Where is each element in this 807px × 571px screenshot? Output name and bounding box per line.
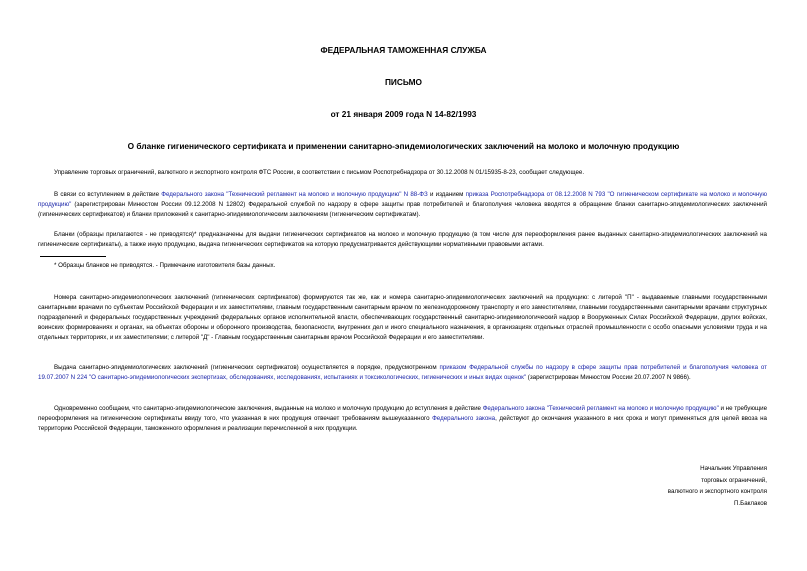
text-span: , действуют до окончания указанного в них срока и могут применяться для целей ввоза на территорию Российской Федерации, таможенного оформления и реализации перечисленной в них продукции. (38, 415, 767, 432)
text-span: Одновременно сообщаем, что санитарно-эпидемиологические заключения, выданные на молоко и молочную продукцию до вступления в действие (54, 405, 483, 412)
document-title: О бланке гигиенического сертификата и применении санитарно-эпидемиологических заключений на молоко и молочную продукцию (127, 141, 680, 151)
signature-position-line2: торговых ограничений, (701, 476, 767, 484)
text-span: Выдача санитарно-эпидемиологических заключений (гигиенических сертификатов) осуществляется в порядке, предусмотренном (54, 364, 440, 371)
signature-position-line1: Начальник Управления (700, 465, 767, 472)
signature-position-line3: валютного и экспортного контроля (667, 488, 767, 495)
text-span: и не требующие переоформления на гигиенические сертификаты ввиду того, что указанная в них продукция отвечает требованиям вышеуказанного (38, 405, 768, 422)
text-span: (зарегистрирован Минюстом России 20.07.2007 N 9866). (526, 374, 691, 381)
text-span: и изданием (427, 191, 466, 198)
signature-block (567, 463, 767, 509)
paragraph-intro: Управление торговых ограничений, валютного и экспортного контроля ФТС России, в соответствии с письмом Роспотребнадзора от 30.12.2008 N 01/15935-8-23, сообщает следующее. (54, 169, 585, 176)
link-federal-law-88[interactable]: Федерального закона "Технический регламент на молоко и молочную продукцию" N 88-ФЗ (161, 191, 428, 198)
text-span: В связи со вступлением в действие (54, 191, 162, 198)
paragraph-blanks: Бланки (образцы прилагаются - не приводятся)* предназначены для выдачи гигиенических сертификатов на молоко и молочную продукцию (в том числе для переоформления ранее выданных санитарно-эпидемиологических заключений на гигиенические сертификаты), а также иную продукцию, выдача гигиенических сертификатов на которую предусматривается действующими нормативными правовыми актами. (38, 231, 767, 248)
paragraph-law-intro (38, 190, 767, 220)
link-order-793[interactable]: приказа Роспотребнадзора от 08.12.2008 N 793 "О гигиеническом сертификате на молоко и молочную продукцию" (38, 191, 768, 208)
link-federal-law[interactable]: Федерального закона (432, 415, 496, 422)
paragraph-validity (38, 404, 767, 434)
date-number-heading: от 21 января 2009 года N 14-82/1993 (330, 109, 477, 119)
text-span: (зарегистрирован Минюстом России 09.12.2008 N 12802) Федеральной службой по надзору в сфере защиты прав потребителей и благополучия человека вводятся в обращение бланки санитарно-эпидемиологических заключений (гигиенических сертификатов) и бланки приложений к санитарно-эпидемиологическим заключениям (гигиеническим сертификатам). (38, 201, 767, 218)
link-federal-law-tech-reg[interactable]: Федерального закона "Технический регламент на молоко и молочную продукцию" (482, 405, 719, 412)
paragraph-issuance (38, 363, 767, 383)
footnote: * Образцы бланков не приводятся. - Примечание изготовителя базы данных. (54, 262, 276, 269)
doc-type-heading: ПИСЬМО (384, 77, 423, 87)
paragraph-numbering: Номера санитарно-эпидемиологических заключений (гигиенических сертификатов) формируются так же, как и номера санитарно-эпидемиологических заключений на продукцию: с литерой "П" - выдаваемые главными государственными санитарными врачами по субъектам Российской Федерации и их заместителями, главным государственным санитарным врачом по железнодорожному транспорту и его заместителями, главными государственными санитарными врачами структурных подразделений и федеральных государственных учреждений федеральных органов исполнительной власти, обеспечивающих государственный санитарно-эпидемиологический надзор в Вооруженных Силах Российской Федерации, других войсках, воинских формированиях и органах, на объектах обороны и оборонного производства, безопасности, внутренних дел и иного специального назначения, в организациях отдельных отраслей промышленности с особо опасными условиями труда и на отдельных территориях, и их заместителями; с литерой "Д" - Главным государственным санитарным врачом Российской Федерации и его заместителями. (38, 294, 767, 341)
agency-heading: ФЕДЕРАЛЬНАЯ ТАМОЖЕННАЯ СЛУЖБА (320, 45, 487, 55)
footnote-divider (40, 256, 106, 257)
link-order-224[interactable]: приказом Федеральной службы по надзору в сфере защиты прав потребителей и благополучия человека от 19.07.2007 N 224 "О санитарно-эпидемиологических экспертизах, обследованиях, исследованиях, испытаниях и токсикологических, гигиенических и иных видах оценок" (38, 364, 767, 381)
signature-name: П.Баклаков (733, 499, 767, 507)
